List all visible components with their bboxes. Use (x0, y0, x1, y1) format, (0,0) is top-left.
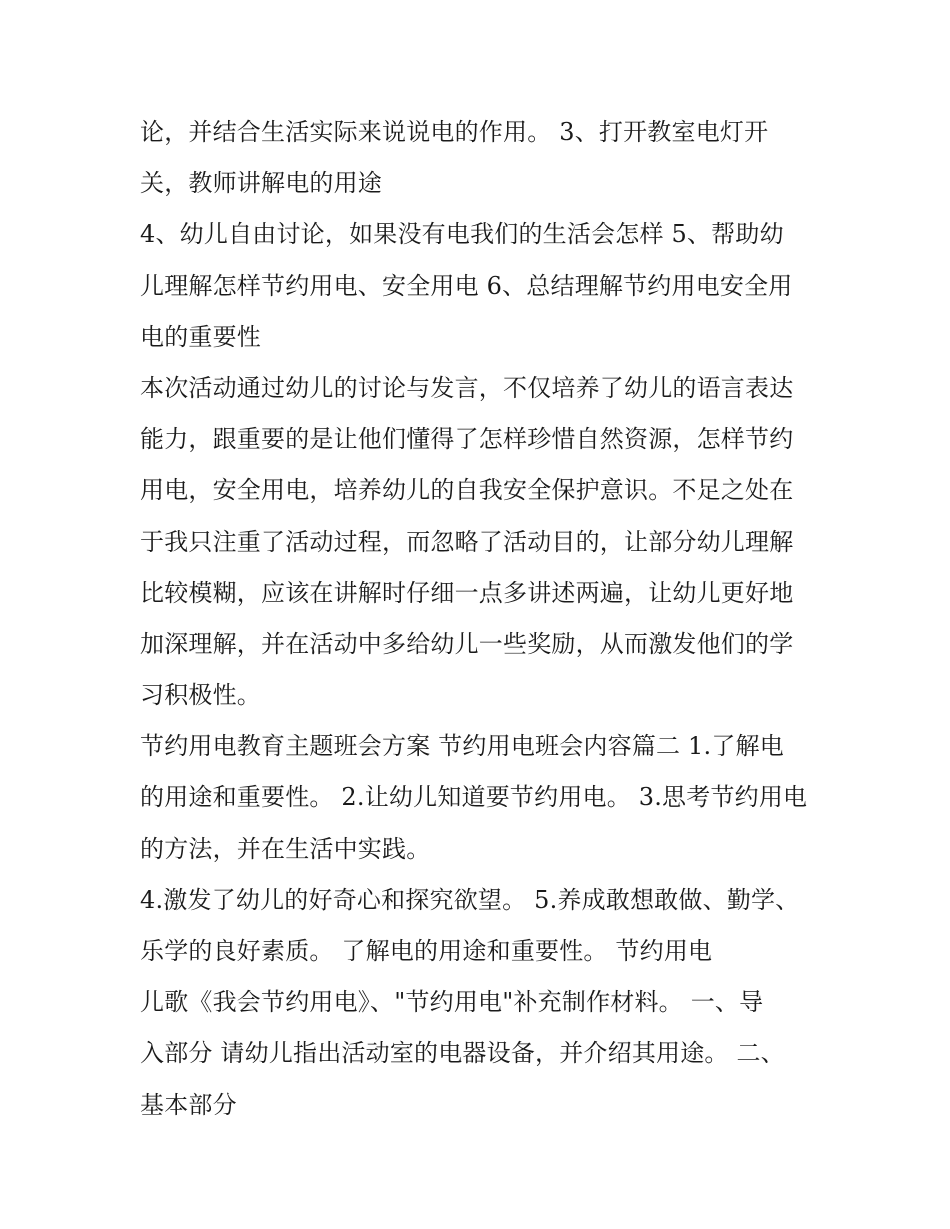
text-line: 节约用电教育主题班会方案 节约用电班会内容篇二 1.了解电 (140, 732, 784, 761)
text-line: 于我只注重了活动过程，而忽略了活动目的，让部分幼儿理解 (140, 527, 794, 556)
text-line: 用电，安全用电，培养幼儿的自我安全保护意识。不足之处在 (140, 476, 794, 505)
text-line: 习积极性。 (140, 681, 261, 710)
text-line: 儿理解怎样节约用电、安全用电 6、总结理解节约用电安全用 (140, 271, 793, 300)
text-line: 关，教师讲解电的用途 (140, 169, 382, 198)
text-line: 比较模糊，应该在讲解时仔细一点多讲述两遍，让幼儿更好地 (140, 578, 794, 607)
text-line: 入部分 请幼儿指出活动室的电器设备，并介绍其用途。 二、 (140, 1039, 785, 1068)
text-line: 乐学的良好素质。 了解电的用途和重要性。 节约用电 (140, 937, 713, 965)
text-line: 的方法，并在生活中实践。 (140, 834, 431, 863)
text-line: 电的重要性 (140, 322, 261, 351)
text-line: 4、幼儿自由讨论，如果没有电我们的生活会怎样 5、帮助幼 (140, 220, 784, 249)
text-line: 论，并结合生活实际来说说电的作用。 3、打开教室电灯开 (140, 118, 769, 146)
text-line: 本次活动通过幼儿的讨论与发言，不仅培养了幼儿的语言表达 (140, 373, 794, 402)
body-text (140, 107, 830, 1131)
text-line: 儿歌《我会节约用电》、"节约用电"补充制作材料。 一、导 (140, 988, 764, 1017)
text-line: 的用途和重要性。 2.让幼儿知道要节约用电。 3.思考节约用电 (140, 783, 808, 812)
text-line: 4.激发了幼儿的好奇心和探究欲望。 5.养成敢想敢做、勤学、 (140, 885, 800, 914)
text-line: 基本部分 (140, 1090, 237, 1119)
text-line: 加深理解，并在活动中多给幼儿一些奖励，从而激发他们的学 (140, 629, 794, 658)
text-line: 能力，跟重要的是让他们懂得了怎样珍惜自然资源，怎样节约 (140, 425, 794, 454)
